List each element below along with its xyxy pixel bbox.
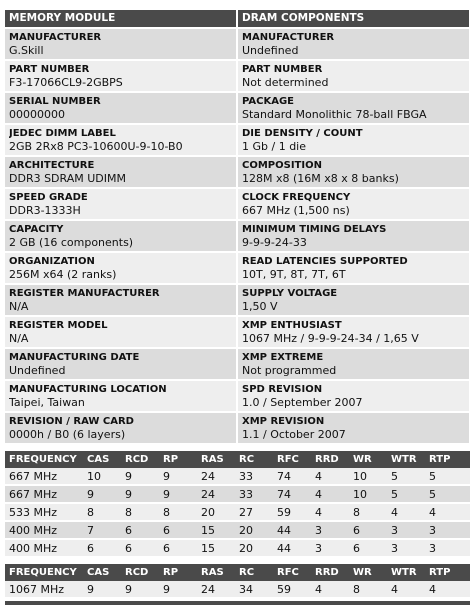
timing-cell: 9 [159,581,197,599]
timing-cell: 9 [121,486,159,504]
module-info-cell [5,413,236,443]
timing-cell: 9 [83,581,121,599]
timing-cell: 4 [311,486,349,504]
timing-column-header: RFC [273,564,311,581]
dram-info-cell [238,413,469,443]
field-value: 1.1 / October 2007 [242,428,346,441]
timing-column-header: RRD [311,451,349,468]
jedec-timing-table [5,451,470,558]
timing-cell: 24 [197,581,235,599]
spd-info-panel [5,0,470,605]
timing-cell: 4 [425,504,470,522]
timing-cell: 533 MHz [5,504,83,522]
field-value: G.Skill [9,44,44,57]
timing-cell: 59 [273,504,311,522]
field-value: 667 MHz (1,500 ns) [242,204,350,217]
timing-cell: 4 [311,504,349,522]
timing-cell: 74 [273,468,311,486]
timing-cell: 20 [197,504,235,522]
jedec-timing-header-row [5,451,470,468]
dram-info-cell [238,189,469,219]
timing-column-header: RFC [273,451,311,468]
timing-cell: 27 [235,504,273,522]
field-value: 128M x8 (16M x8 x 8 banks) [242,172,399,185]
timing-row [5,540,470,558]
timing-cell: 44 [273,540,311,558]
timing-cell: 8 [349,581,387,599]
field-label: ORGANIZATION [9,256,95,267]
timing-cell: 3 [387,522,425,540]
timing-cell: 400 MHz [5,540,83,558]
module-info-cell [5,29,236,59]
timing-column-header: RCD [121,564,159,581]
field-value: 0000h / B0 (6 layers) [9,428,126,441]
field-value: N/A [9,300,29,313]
field-label: REGISTER MANUFACTURER [9,288,160,299]
timing-cell: 10 [349,486,387,504]
dram-info-cell [238,221,469,251]
field-label: XMP REVISION [242,416,325,427]
timing-cell: 667 MHz [5,486,83,504]
timing-row [5,504,470,522]
dram-components-header: DRAM COMPONENTS [238,10,469,27]
module-info-cell [5,157,236,187]
timing-cell: 8 [121,504,159,522]
module-info-cell [5,61,236,91]
timing-column-header: RAS [197,564,235,581]
timing-column-header: WR [349,451,387,468]
timing-cell: 59 [273,581,311,599]
timing-cell: 6 [121,540,159,558]
field-label: DIE DENSITY / COUNT [242,128,363,139]
timing-column-header: RC [235,451,273,468]
memory-module-header: MEMORY MODULE [5,10,236,27]
field-value: F3-17066CL9-2GBPS [9,76,123,89]
xmp-timing-header-row [5,564,470,581]
field-label: XMP ENTHUSIAST [242,320,342,331]
timing-column-header: FREQUENCY [5,451,83,468]
dram-components-column [238,10,469,445]
dram-info-cell [238,317,469,347]
timing-cell: 1067 MHz [5,581,83,599]
dram-info-cell [238,253,469,283]
timing-cell: 24 [197,468,235,486]
field-value: 1067 MHz / 9-9-9-24-34 / 1,65 V [242,332,419,345]
timing-column-header: CAS [83,564,121,581]
timing-cell: 6 [159,540,197,558]
dram-components-rows [238,29,469,445]
field-value: 1.0 / September 2007 [242,396,363,409]
module-info-cell [5,125,236,155]
field-value: Undefined [242,44,299,57]
module-info-cell [5,189,236,219]
field-label: SPEED GRADE [9,192,88,203]
field-label: SUPPLY VOLTAGE [242,288,338,299]
field-label: ARCHITECTURE [9,160,95,171]
module-info-cell [5,285,236,315]
field-value: Standard Monolithic 78-ball FBGA [242,108,427,121]
timing-cell: 4 [311,468,349,486]
timing-cell: 8 [83,504,121,522]
module-info-cell [5,253,236,283]
timing-column-header: RTP [425,564,470,581]
timing-cell: 15 [197,522,235,540]
timing-column-header: WTR [387,451,425,468]
field-label: PART NUMBER [242,64,323,75]
timing-cell: 4 [387,504,425,522]
timing-cell: 10 [83,468,121,486]
timing-cell: 6 [349,540,387,558]
memory-module-column [5,10,236,445]
field-label: CLOCK FREQUENCY [242,192,351,203]
field-label: REVISION / RAW CARD [9,416,134,427]
field-value: Not determined [242,76,329,89]
field-value: DDR3 SDRAM UDIMM [9,172,126,185]
timing-cell: 4 [387,581,425,599]
timing-column-header: CAS [83,451,121,468]
field-value: Taipei, Taiwan [9,396,85,409]
field-value: 00000000 [9,108,65,121]
timing-cell: 5 [387,468,425,486]
timing-cell: 6 [159,522,197,540]
dram-info-cell [238,29,469,59]
field-label: MANUFACTURER [242,32,335,43]
timing-cell: 15 [197,540,235,558]
timing-cell: 9 [121,581,159,599]
dram-info-cell [238,61,469,91]
timing-cell: 9 [159,468,197,486]
timing-row [5,581,470,599]
jedec-timing-body [5,468,470,558]
timing-cell: 33 [235,468,273,486]
timing-column-header: WR [349,564,387,581]
timing-cell: 4 [311,581,349,599]
dram-info-cell [238,349,469,379]
timing-cell: 8 [349,504,387,522]
field-label: SERIAL NUMBER [9,96,101,107]
module-info-cell [5,381,236,411]
timing-cell: 6 [83,540,121,558]
field-value: DDR3-1333H [9,204,81,217]
dram-info-cell [238,157,469,187]
field-value: 1,50 V [242,300,278,313]
field-value: Undefined [9,364,66,377]
field-label: PACKAGE [242,96,295,107]
timing-row [5,468,470,486]
field-label: MANUFACTURING LOCATION [9,384,167,395]
timing-cell: 6 [349,522,387,540]
timing-cell: 20 [235,540,273,558]
field-label: CAPACITY [9,224,64,235]
timing-cell: 34 [235,581,273,599]
timing-cell: 3 [425,540,470,558]
timing-cell: 44 [273,522,311,540]
timing-cell: 74 [273,486,311,504]
timing-cell: 5 [425,468,470,486]
field-value: Not programmed [242,364,337,377]
timing-column-header: RC [235,564,273,581]
field-value: 2GB 2Rx8 PC3-10600U-9-10-B0 [9,140,183,153]
timing-column-header: RCD [121,451,159,468]
module-info-cell [5,93,236,123]
field-label: PART NUMBER [9,64,90,75]
timing-cell: 5 [425,486,470,504]
field-label: REGISTER MODEL [9,320,108,331]
timing-cell: 9 [159,486,197,504]
timing-cell: 9 [83,486,121,504]
timing-cell: 400 MHz [5,522,83,540]
timing-column-header: RRD [311,564,349,581]
timing-cell: 9 [121,468,159,486]
timing-column-header: RP [159,564,197,581]
field-label: MINIMUM TIMING DELAYS [242,224,387,235]
timing-cell: 7 [83,522,121,540]
module-info-cell [5,221,236,251]
xmp-timing-table [5,564,470,599]
field-value: N/A [9,332,29,345]
timing-row [5,486,470,504]
timing-column-header: WTR [387,564,425,581]
dram-info-cell [238,93,469,123]
timing-cell: 667 MHz [5,468,83,486]
timing-cell: 10 [349,468,387,486]
field-value: 1 Gb / 1 die [242,140,307,153]
field-label: READ LATENCIES SUPPORTED [242,256,408,267]
field-value: 256M x64 (2 ranks) [9,268,117,281]
dram-info-cell [238,285,469,315]
timing-cell: 3 [425,522,470,540]
timing-column-header: RP [159,451,197,468]
module-info-cell [5,317,236,347]
timing-row [5,522,470,540]
timing-column-header: FREQUENCY [5,564,83,581]
timing-cell: 5 [387,486,425,504]
memory-module-rows [5,29,236,445]
bottom-divider [5,601,470,605]
dram-info-cell [238,381,469,411]
field-value: 9-9-9-24-33 [242,236,307,249]
spd-columns [5,10,470,445]
timing-cell: 20 [235,522,273,540]
field-label: JEDEC DIMM LABEL [9,128,116,139]
field-label: XMP EXTREME [242,352,324,363]
timing-column-header: RTP [425,451,470,468]
dram-info-cell [238,125,469,155]
timing-cell: 33 [235,486,273,504]
timing-column-header: RAS [197,451,235,468]
timing-cell: 8 [159,504,197,522]
field-label: MANUFACTURING DATE [9,352,140,363]
timing-cell: 6 [121,522,159,540]
field-label: COMPOSITION [242,160,322,171]
field-label: MANUFACTURER [9,32,102,43]
timing-cell: 3 [311,522,349,540]
field-value: 2 GB (16 components) [9,236,134,249]
timing-cell: 3 [387,540,425,558]
field-label: SPD REVISION [242,384,323,395]
timing-cell: 4 [425,581,470,599]
timing-cell: 3 [311,540,349,558]
field-value: 10T, 9T, 8T, 7T, 6T [242,268,346,281]
xmp-timing-body [5,581,470,599]
module-info-cell [5,349,236,379]
timing-cell: 24 [197,486,235,504]
